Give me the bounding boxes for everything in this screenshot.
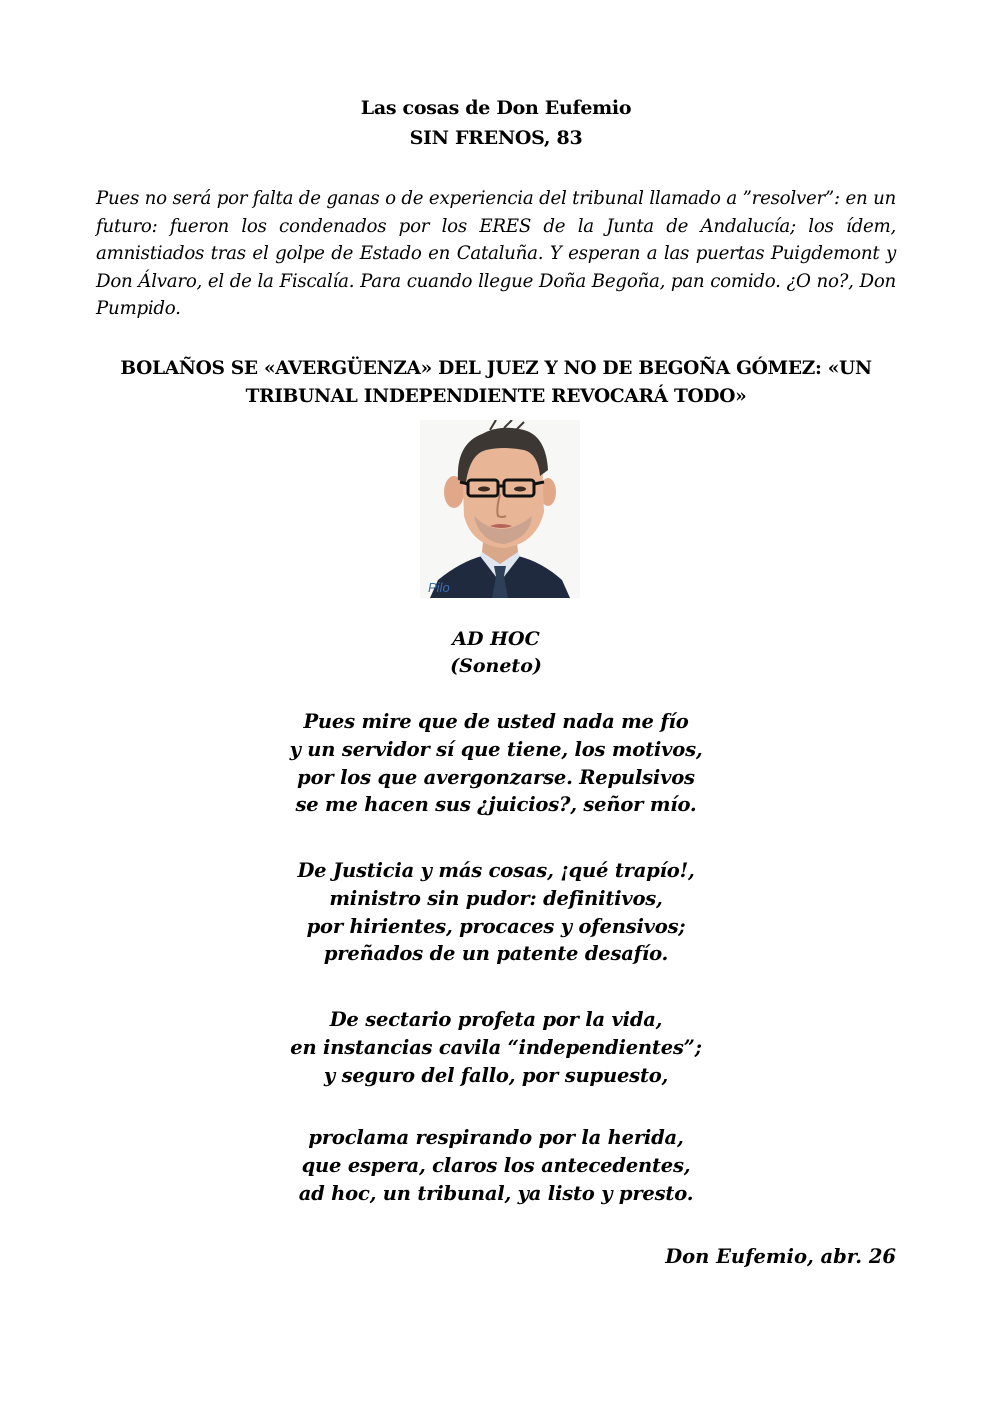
caricature-image bbox=[420, 420, 580, 598]
poem-line: y un servidor sí que tiene, los motivos, bbox=[289, 737, 703, 761]
poem-line: por los que avergonzarse. Repulsivos bbox=[297, 765, 695, 789]
headline-line: TRIBUNAL INDEPENDIENTE REVOCARÁ TODO» bbox=[245, 386, 747, 407]
poem-line: ad hoc, un tribunal, ya listo y presto. bbox=[298, 1181, 694, 1205]
poem-subtitle: (Soneto) bbox=[450, 655, 542, 677]
poem-line: ministro sin pudor: definitivos, bbox=[329, 886, 663, 910]
poem-line: Pues mire que de usted nada me fío bbox=[303, 710, 689, 733]
poem-line: De Justicia y más cosas, ¡qué trapío!, bbox=[297, 859, 695, 882]
poem-line: en instancias cavila “independientes”; bbox=[290, 1035, 702, 1059]
artist-signature: Pilo bbox=[428, 580, 450, 595]
news-headline bbox=[116, 355, 876, 411]
author-signature: Don Eufemio, abr. 26 bbox=[665, 1245, 896, 1268]
document-title: Las cosas de Don Eufemio bbox=[360, 97, 632, 119]
headline-line: BOLAÑOS SE «AVERGÜENZA» DEL JUEZ Y NO DE BEGOÑA GÓMEZ: «UN bbox=[120, 358, 872, 379]
poem-stanza bbox=[96, 1124, 896, 1207]
poem-line: que espera, claros los antecedentes, bbox=[301, 1153, 691, 1177]
poem-line: por hirientes, procaces y ofensivos; bbox=[306, 914, 686, 938]
poem-line: De sectario profeta por la vida, bbox=[329, 1008, 663, 1031]
intro-paragraph: Pues no será por falta de ganas o de experiencia del tribunal llamado a ”resolver”: en un futuro: fueron los condenados por los ERES de la Junta de Andalucía; los ídem, amnistiados tras el golpe de Estado en Cataluña. Y esperan a las puertas Puigdemont y Don Álvaro, el de la Fiscalía. Para cuando llegue Doña Begoña, pan comido. ¿O no?, Don Pumpido. bbox=[96, 188, 896, 319]
poem-line: proclama respirando por la herida, bbox=[308, 1126, 684, 1149]
poem-stanza bbox=[96, 857, 896, 968]
poem-stanza bbox=[96, 708, 896, 819]
poem-title: AD HOC bbox=[452, 628, 540, 650]
poem-line: se me hacen sus ¿juicios?, señor mío. bbox=[295, 793, 697, 817]
document-subtitle: SIN FRENOS, 83 bbox=[409, 127, 583, 149]
poem-stanza bbox=[96, 1006, 896, 1089]
poem-line: y seguro del fallo, por supuesto, bbox=[323, 1063, 669, 1087]
poem-line: preñados de un patente desafío. bbox=[323, 942, 669, 966]
